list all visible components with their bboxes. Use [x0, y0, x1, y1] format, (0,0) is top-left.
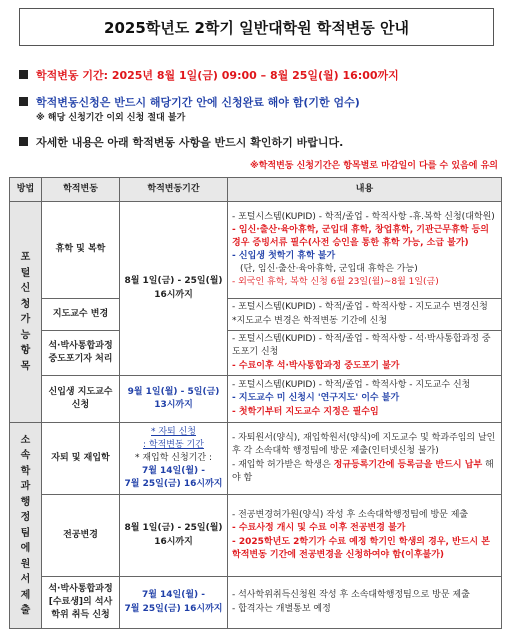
type-advisor: 지도교수 변경: [42, 299, 120, 331]
period-integrated-line2: 7월 25일(금) 16시까지: [124, 603, 223, 614]
header-method: 방법: [10, 178, 42, 202]
content-major-1: - 전공변경허가원(양식) 작성 후 소속대학행정팀에 방문 제출: [232, 510, 469, 521]
table-row: [10, 202, 502, 299]
period-integrated: [120, 577, 228, 629]
method-char: 출: [20, 605, 31, 616]
type-quit: 석·박사통합과정 중도포기자 처리: [42, 331, 120, 376]
period-readmit-2: : 학적변동 기간: [143, 439, 204, 450]
method-char: 목: [20, 360, 31, 372]
content-quit: [228, 331, 502, 376]
notice-period: [19, 67, 399, 83]
type-new-advisor: 신입생 지도교수 신청: [42, 376, 120, 423]
method-char: 가: [20, 314, 31, 325]
method-portal: [10, 202, 42, 423]
content-new-advisor: [228, 376, 502, 423]
table-row: [10, 376, 502, 423]
content-leave-1: - 포털시스템(KUPID) - 학적/졸업 - 학적사항 -휴.복학 신청(대학원): [232, 211, 495, 222]
header-type: 학적변동: [42, 178, 120, 202]
content-new-advisor-2: - 지도교수 미 신청시 '연구지도' 이수 불가: [232, 393, 400, 404]
method-char: 과: [20, 481, 31, 492]
period-major-line2: 16시까지: [154, 536, 193, 547]
table-header-row: [10, 178, 502, 202]
content-readmit-1: - 자퇴원서(양식), 재입학원서(양식)에 지도교수 및 학과주임의 날인 후 각 소속대학 행정팀에 방문 제출(인터넷신청 불가): [232, 433, 496, 457]
content-advisor-2: *지도교수 변경은 학적변동 기간에 신청: [232, 315, 388, 326]
type-readmit: 자퇴 및 재입학: [42, 423, 120, 495]
bullet-square-icon: [19, 97, 28, 106]
period-readmit-3: * 재입학 신청기간 :: [135, 452, 212, 463]
period-readmit-5: 7월 25일(금) 16시까지: [124, 479, 223, 490]
content-advisor: [228, 299, 502, 331]
table-row: [10, 495, 502, 577]
method-char: 에: [20, 543, 31, 554]
period-new-advisor: [120, 376, 228, 423]
period-major: [120, 495, 228, 577]
method-char: 털: [20, 267, 31, 279]
content-readmit-2b: 정규등록기간에 등록금을 반드시 납부: [333, 459, 483, 470]
type-leave: 휴학 및 복학: [42, 202, 120, 299]
notice-period-text: 학적변동 기간: 2025년 8월 1일(금) 09:00 – 8월 25일(월) 16:00까지: [36, 69, 399, 82]
notice-must-apply: [19, 94, 360, 110]
method-char: 학: [20, 465, 31, 477]
period-leave: [120, 202, 228, 376]
table-row: [10, 423, 502, 495]
content-major: [228, 495, 502, 577]
content-leave-4: (단, 임신·출산·육아휴학, 군입대 휴학은 가능): [240, 264, 418, 275]
table-row: [10, 331, 502, 376]
method-char: 팀: [20, 527, 31, 539]
method-char: 소: [20, 434, 31, 446]
method-char: 청: [20, 298, 31, 310]
content-quit-1: - 포털시스템(KUPID) - 학적/졸업 - 학적사항 - 석·박사통합과정 중도포기 신청: [232, 334, 491, 358]
method-char: 속: [20, 450, 31, 461]
content-advisor-1: - 포털시스템(KUPID) - 학적/졸업 - 학적사항 - 지도교수 변경신청: [232, 302, 488, 313]
method-char: 제: [20, 589, 31, 601]
table-row: [10, 299, 502, 331]
table-row: [10, 577, 502, 629]
content-leave-5: - 외국인 휴학, 복학 신청 6월 23일(월)~8월 1일(금): [232, 277, 439, 288]
method-char: 포: [20, 252, 31, 263]
content-leave-3: - 신입생 첫학기 휴학 불가: [232, 251, 336, 261]
content-integrated: [228, 577, 502, 629]
content-integrated-2: - 합격자는 개별통보 예정: [232, 603, 331, 614]
deadline-note: ※학적변동 신청기간은 항목별로 마감일이 다를 수 있음에 유의: [249, 161, 498, 171]
type-major: 전공변경: [42, 495, 120, 577]
content-leave: [228, 202, 502, 299]
method-office-text: [10, 433, 41, 619]
notice-check-text: 자세한 내용은 아래 학적변동 사항을 반드시 확인하기 바랍니다.: [36, 136, 344, 149]
period-integrated-line1: 7월 14일(월) -: [141, 590, 206, 601]
type-integrated: 석·박사통합과정 [수료생]의 석사학위 취득 신청: [42, 577, 120, 629]
status-change-table: [9, 177, 502, 629]
bullet-square-icon: [19, 70, 28, 79]
method-char: 정: [20, 512, 31, 523]
period-new-advisor-line1: 9월 1일(월) - 5일(금): [127, 386, 220, 397]
content-readmit-2c: 해야 함: [232, 459, 494, 483]
content-readmit-2: [232, 459, 497, 485]
period-readmit-1: * 자퇴 신청: [151, 426, 196, 437]
bullet-square-icon: [19, 137, 28, 146]
method-char: 능: [20, 329, 31, 341]
content-new-advisor-3: - 첫학기부터 지도교수 지정은 필수임: [232, 406, 379, 417]
period-new-advisor-line2: 13시까지: [154, 400, 193, 410]
content-leave-2: - 임신·출산·육아휴학, 군입대 휴학, 창업휴학, 기관근무휴학 등의 경우 증빙서류 필수(사전 승인을 통한 휴학 가능, 소급 불가): [232, 224, 489, 248]
content-readmit: [228, 423, 502, 495]
method-char: 항: [20, 345, 31, 356]
method-char: 서: [20, 574, 31, 585]
header-content: 내용: [228, 178, 502, 202]
content-new-advisor-1: - 포털시스템(KUPID) - 학적/졸업 - 학적사항 - 지도교수 신청: [232, 380, 471, 391]
method-char: 신: [20, 283, 31, 294]
content-integrated-1: - 석사학위취득신청원 작성 후 소속대학행정팀으로 방문 제출: [232, 590, 470, 601]
method-office: [10, 423, 42, 629]
page-title: 2025학년도 2학기 일반대학원 학적변동 안내: [19, 8, 494, 46]
method-char: 행: [20, 496, 31, 508]
period-leave-line2: 16시까지: [154, 289, 193, 300]
notice-must-apply-text: 학적변동신청은 반드시 해당기간 안에 신청완료 해야 함(기한 엄수): [36, 96, 360, 109]
notice-must-apply-sub: ※ 해당 신청기간 이외 신청 절대 불가: [36, 113, 186, 123]
period-readmit: [120, 423, 228, 495]
notice-check: [19, 134, 343, 150]
method-char: 원: [20, 558, 31, 570]
content-major-3: - 2025학년도 2학기가 수료 예정 학기인 학생의 경우, 반드시 본 학적변동 기간에 전공변경을 신청하여야 함(이후불가): [232, 536, 490, 560]
content-readmit-2a: - 재입학 허가받은 학생은: [232, 459, 334, 470]
method-portal-text: [10, 250, 41, 374]
content-major-2: - 수료사정 개시 및 수료 이후 전공변경 불가: [232, 523, 406, 534]
content-quit-2: - 수료이후 석·박사통합과정 중도포기 불가: [232, 360, 400, 371]
period-leave-line1: 8월 1일(금) - 25일(월): [124, 276, 223, 287]
period-major-line1: 8월 1일(금) - 25일(월): [124, 523, 223, 534]
header-period: 학적변동기간: [120, 178, 228, 202]
period-readmit-4: 7월 14일(월) -: [141, 466, 206, 477]
